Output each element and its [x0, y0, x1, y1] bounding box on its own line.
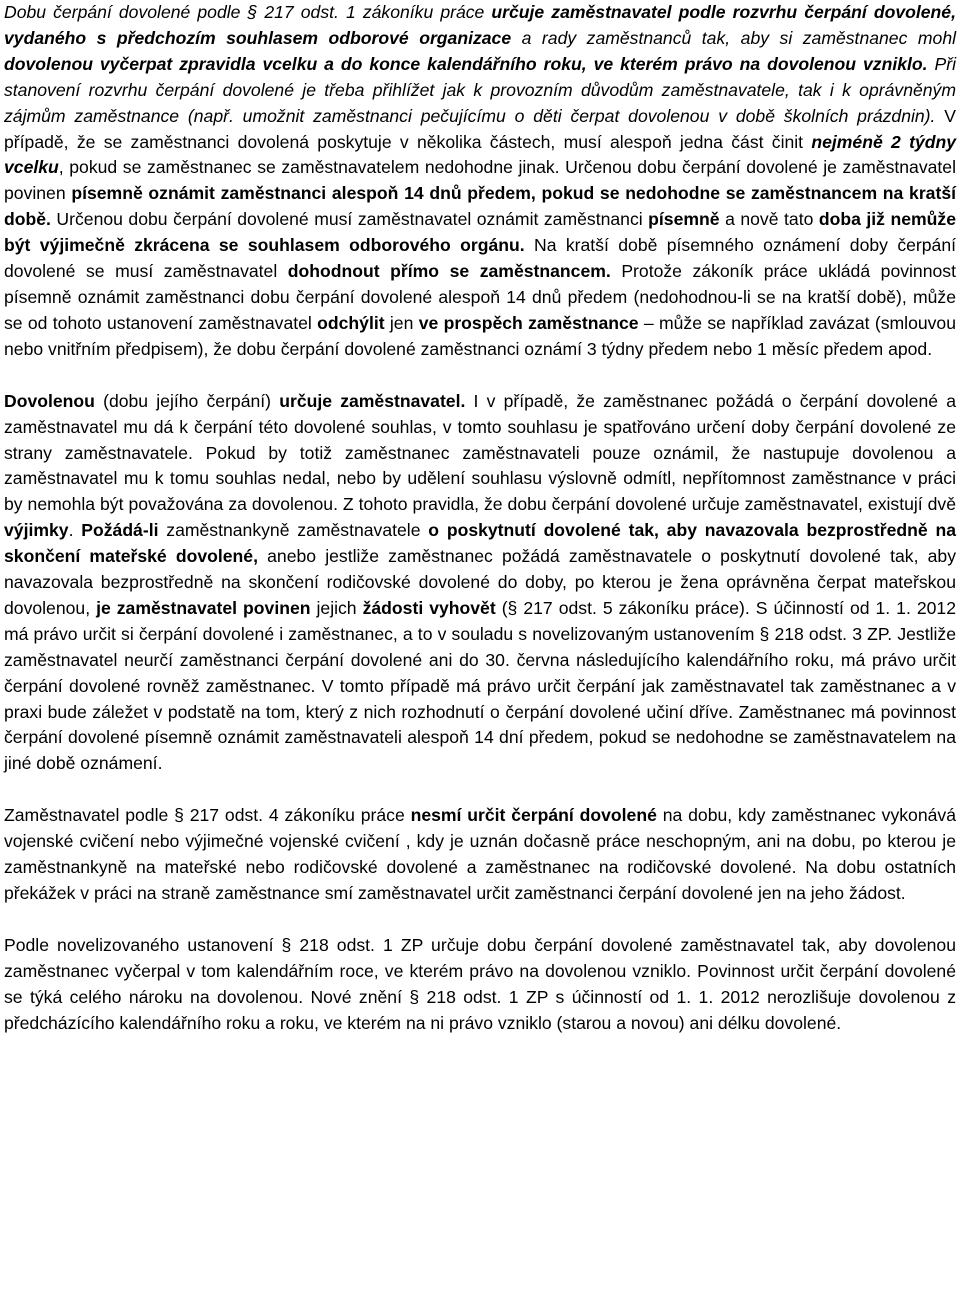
text-run: anebo jestliže zaměstnanec požádá zaměstnavatele o poskytnutí dovolené tak, aby navazovala bezprostředně na skončení rodičovské dovolené do doby, po kterou je žena oprávněna čerpat mateřskou dovolenou,: [4, 546, 956, 618]
text-run-bold: je zaměstnavatel povinen: [96, 597, 311, 618]
text-run-bold: ve prospěch zaměstnance: [418, 312, 639, 333]
text-run: Na kratší době písemného oznámení doby čerpání dovolené se musí zaměstnavatel: [4, 235, 956, 282]
text-run: Určenou dobu čerpání dovolené musí zaměstnavatel oznámit zaměstnanci: [50, 209, 649, 230]
text-run: jen: [384, 312, 419, 333]
paragraph-spacer: [4, 363, 956, 389]
text-run-bold: Dovolenou: [4, 390, 95, 411]
paragraph-amended-provision: [4, 933, 956, 1037]
text-run: V případě, že se zaměstnanci dovolená poskytuje v několika částech, musí alespoň jedna část činit: [4, 105, 956, 152]
text-run: na dobu, kdy zaměstnanec vykonává vojenské cvičení nebo výjimečné vojenské cvičení , kdy je uznán dočasně práce neschopným, ani na dobu, po kterou je zaměstnankyně na mateřské nebo rodičovské dovolené a zaměstnanec na rodičovské dovolené. Na dobu ostatních překážek v práci na straně zaměstnance smí zaměstnavatel určit zaměstnanci čerpání dovolené jen na jeho žádost.: [4, 805, 956, 903]
text-run: zaměstnankyně zaměstnavatele: [158, 520, 429, 541]
paragraph-vacation-schedule: [4, 0, 956, 363]
text-run-bold: Požádá-li: [81, 520, 159, 541]
text-run: Protože zákoník práce ukládá povinnost písemně oznámit zaměstnanci dobu čerpání dovolené alespoň 14 dnů předem (nedohodnou-li se na kratší době), může se od tohoto ustanovení zaměstnavatel: [4, 261, 956, 333]
text-run: (dobu jejího čerpání): [94, 390, 280, 411]
text-run: Podle novelizovaného ustanovení § 218 odst. 1 ZP určuje dobu čerpání dovolené zaměstnavatel tak, aby dovolenou zaměstnanec vyčerpal v tom kalendářním roce, ve kterém právo na dovolenou vzniklo. Povinnost určit čerpání dovolené se týká celého nároku na dovolenou. Nové znění § 218 odst. 1 ZP s účinností od 1. 1. 2012 nerozlišuje dovolenou z předcházícího kalendářního roku a roku, ve kterém na ni právo vzniklo (starou a novou) ani délku dovolené.: [4, 934, 956, 1033]
text-run-emphasis: nejméně 2 týdny vcelku: [4, 131, 957, 178]
text-run-emphasis: určuje zaměstnavatel podle rozvrhu čerpání dovolené, vydaného s předchozím souhlasem odborové organizace: [4, 2, 956, 48]
text-run-bold: výjimky: [4, 520, 69, 541]
paragraph-spacer: [4, 907, 956, 933]
text-run-bold: o poskytnutí dovolené tak, aby navazovala bezprostředně na skončení mateřské dovolené,: [4, 520, 956, 567]
paragraph-employer-determines: [4, 389, 956, 778]
text-run: Dobu čerpání dovolené podle § 217 odst. 1 zákoníku práce: [4, 2, 492, 22]
text-run: .: [68, 520, 82, 541]
text-run: a nově tato: [719, 209, 819, 230]
paragraph-spacer: [4, 777, 956, 803]
text-run: (§ 217 odst. 5 zákoníku práce). S účinností od 1. 1. 2012 má právo určit si čerpání dovolené i zaměstnanec, a to v souladu s novelizovaným ustanovením § 218 odst. 3 ZP. Jestliže zaměstnavatel neurčí zaměstnanci čerpání dovolené ani do 30. června následujícího kalendářního roku, má právo určit čerpání dovolené rovněž zaměstnanec. V tomto případě má právo určit čerpání jak zaměstnavatel tak zaměstnanec a v praxi bude záležet v podstatě na tom, který z nich rozhodnutí o čerpání dovolené učiní dříve. Zaměstnanec má povinnost čerpání dovolené písemně oznámit zaměstnavateli alespoň 14 dní předem, pokud se nedohodne se zaměstnavatelem na jiné době oznámení.: [4, 597, 956, 774]
text-run: I v případě, že zaměstnanec požádá o čerpání dovolené a zaměstnavatel mu dá k čerpání této dovolené souhlas, v tomto souhlasu je spatřováno určení doby čerpání dovolené ze strany zaměstnavatele. Pokud by totiž zaměstnanec zaměstnavateli pouze oznámil, že nastupuje dovolenou a zaměstnavatel mu k tomu souhlas nedal, nebo by udělení souhlasu výslovně odmítl, nepřítomnost zaměstnance v práci by nemohla být považována za dovolenou. Z tohoto pravidla, že dobu čerpání dovolené určuje zaměstnavatel, existují dvě: [4, 390, 956, 515]
text-run: a rady zaměstnanců tak, aby si zaměstnanec mohl: [511, 27, 957, 48]
text-run: jejich: [310, 597, 363, 618]
paragraph-prohibited-periods: [4, 803, 956, 907]
text-run: Při stanovení rozvrhu čerpání dovolené je třeba přihlížet jak k provozním důvodům zaměstnavatele, tak i k oprávněným zájmům zaměstnance (např. umožnit zaměstnanci pečujícímu o děti čerpat dovolenou v době školních prázdnin).: [4, 53, 956, 126]
text-run: , pokud se zaměstnanec se zaměstnavatelem nedohodne jinak. Určenou dobu čerpání dovolené je zaměstnavatel povinen: [4, 157, 956, 204]
text-run-bold: určuje zaměstnavatel.: [279, 390, 466, 411]
text-run-emphasis: dovolenou vyčerpat zpravidla vcelku a do konce kalendářního roku, ve kterém právo na dovolenou vzniklo.: [4, 53, 928, 74]
text-run-bold: písemně oznámit zaměstnanci alespoň 14 dnů předem, pokud se nedohodne se zaměstnancem na kratší době.: [4, 183, 956, 230]
text-run-bold: doba již nemůže být výjimečně zkrácena se souhlasem odborového orgánu.: [4, 209, 956, 256]
text-run-bold: odchýlit: [317, 312, 385, 333]
text-run-bold: dohodnout přímo se zaměstnancem.: [287, 261, 611, 282]
document-page: [4, 0, 956, 1037]
text-run-bold: písemně: [648, 209, 720, 230]
text-run: – může se například zavázat (smlouvou nebo vnitřním předpisem), že dobu čerpání dovolené zaměstnanci oznámí 3 týdny předem nebo 1 měsíc předem apod.: [4, 312, 957, 359]
text-run-bold: nesmí určit čerpání dovolené: [410, 805, 657, 826]
text-run-bold: žádosti vyhovět: [362, 597, 496, 618]
text-run: Zaměstnavatel podle § 217 odst. 4 zákoníku práce: [4, 805, 411, 826]
